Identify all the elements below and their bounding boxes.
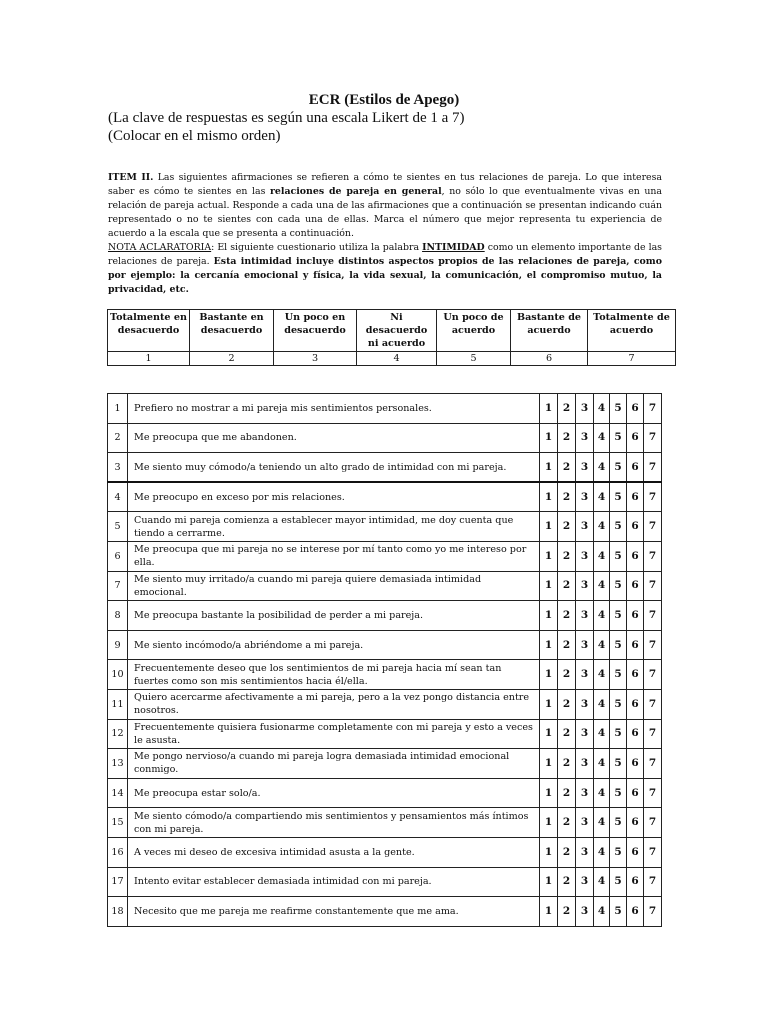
instructions-emphasis: relaciones de pareja en general <box>269 186 442 197</box>
item-statement: Frecuentemente deseo que los sentimientos de mi pareja hacia mí sean tan fuertes como son mis sentimientos hacia él/ella. <box>128 660 540 690</box>
answer-option-7[interactable]: 7 <box>644 778 662 808</box>
answer-option-1[interactable]: 1 <box>540 571 558 601</box>
answer-option-2[interactable]: 2 <box>558 453 576 483</box>
answer-option-4[interactable]: 4 <box>594 571 610 601</box>
answer-option-6[interactable]: 6 <box>627 867 644 897</box>
item-number: 3 <box>108 453 128 483</box>
item-statement: Frecuentemente quisiera fusionarme completamente con mi pareja y esto a veces le asusta. <box>128 719 540 749</box>
answer-option-3[interactable]: 3 <box>576 423 594 453</box>
item-number: 18 <box>108 897 128 927</box>
answer-option-3[interactable]: 3 <box>576 837 594 867</box>
answer-option-5[interactable]: 5 <box>610 453 627 483</box>
answer-option-1[interactable]: 1 <box>540 660 558 690</box>
answer-option-1[interactable]: 1 <box>540 897 558 927</box>
answer-option-1[interactable]: 1 <box>540 837 558 867</box>
answer-option-7[interactable]: 7 <box>644 660 662 690</box>
scale-label: Bastante en desacuerdo <box>190 310 274 352</box>
item-row <box>108 837 662 867</box>
answer-option-1[interactable]: 1 <box>540 808 558 838</box>
item-number: 15 <box>108 808 128 838</box>
answer-option-7[interactable]: 7 <box>644 571 662 601</box>
item-statement: Me pongo nervioso/a cuando mi pareja logra demasiada intimidad emocional conmigo. <box>128 749 540 779</box>
answer-option-5[interactable]: 5 <box>610 423 627 453</box>
answer-option-4[interactable]: 4 <box>594 867 610 897</box>
answer-option-3[interactable]: 3 <box>576 689 594 719</box>
instructions-block <box>108 171 662 297</box>
answer-option-5[interactable]: 5 <box>610 719 627 749</box>
answer-option-1[interactable]: 1 <box>540 541 558 571</box>
item-row <box>108 571 662 601</box>
scale-label: Totalmente de acuerdo <box>588 310 676 352</box>
answer-option-2[interactable]: 2 <box>558 867 576 897</box>
item-number: 4 <box>108 482 128 512</box>
answer-option-5[interactable]: 5 <box>610 601 627 631</box>
answer-option-3[interactable]: 3 <box>576 808 594 838</box>
instructions-text: Las siguientes afirmaciones se refieren a cómo te sientes en tus relaciones de pareja. Lo que interesa saber es cómo te sientes en las <box>108 172 663 197</box>
item-statement: Me preocupa bastante la posibilidad de perder a mi pareja. <box>128 601 540 631</box>
item-row <box>108 482 662 512</box>
scale-value: 2 <box>190 352 274 366</box>
item-number: 11 <box>108 689 128 719</box>
answer-option-1[interactable]: 1 <box>540 867 558 897</box>
answer-option-7[interactable]: 7 <box>644 453 662 483</box>
scale-label: Totalmente en desacuerdo <box>108 310 190 352</box>
item-statement: Me siento cómodo/a compartiendo mis sentimientos y pensamientos más íntimos con mi pareja. <box>128 808 540 838</box>
item-row <box>108 660 662 690</box>
item-row <box>108 689 662 719</box>
item-row <box>108 719 662 749</box>
item-statement: Quiero acercarme afectivamente a mi pareja, pero a la vez pongo distancia entre nosotros. <box>128 689 540 719</box>
answer-option-3[interactable]: 3 <box>576 601 594 631</box>
answer-option-5[interactable]: 5 <box>610 541 627 571</box>
item-row <box>108 749 662 779</box>
scale-label: Un poco de acuerdo <box>437 310 511 352</box>
answer-option-6[interactable]: 6 <box>627 630 644 660</box>
answer-option-2[interactable]: 2 <box>558 571 576 601</box>
item-statement: Me siento incómodo/a abriéndome a mi pareja. <box>128 630 540 660</box>
note-text-cont: como un elemento importante de las relaciones de pareja. <box>108 242 662 267</box>
item-statement: Intento evitar establecer demasiada intimidad con mi pareja. <box>128 867 540 897</box>
answer-option-5[interactable]: 5 <box>610 867 627 897</box>
answer-option-7[interactable]: 7 <box>644 630 662 660</box>
answer-option-5[interactable]: 5 <box>610 749 627 779</box>
answer-option-2[interactable]: 2 <box>558 423 576 453</box>
answer-option-2[interactable]: 2 <box>558 897 576 927</box>
item-number: 5 <box>108 512 128 542</box>
answer-option-4[interactable]: 4 <box>594 808 610 838</box>
answer-option-4[interactable]: 4 <box>594 897 610 927</box>
answer-option-1[interactable]: 1 <box>540 453 558 483</box>
item-number: 14 <box>108 778 128 808</box>
item-row <box>108 453 662 483</box>
answer-option-5[interactable]: 5 <box>610 778 627 808</box>
scale-values-row <box>108 352 676 366</box>
answer-option-3[interactable]: 3 <box>576 867 594 897</box>
item-label: ITEM II. <box>108 172 154 183</box>
answer-option-3[interactable]: 3 <box>576 453 594 483</box>
item-row <box>108 512 662 542</box>
answer-option-2[interactable]: 2 <box>558 601 576 631</box>
scale-value: 3 <box>274 352 357 366</box>
answer-option-7[interactable]: 7 <box>644 689 662 719</box>
answer-option-3[interactable]: 3 <box>576 541 594 571</box>
item-row <box>108 423 662 453</box>
answer-option-5[interactable]: 5 <box>610 837 627 867</box>
item-statement: Necesito que me pareja me reafirme constantemente que me ama. <box>128 897 540 927</box>
answer-option-2[interactable]: 2 <box>558 808 576 838</box>
item-statement: Prefiero no mostrar a mi pareja mis sentimientos personales. <box>128 394 540 424</box>
answer-option-5[interactable]: 5 <box>610 394 627 424</box>
answer-option-7[interactable]: 7 <box>644 897 662 927</box>
subtitle-order-note: (Colocar en el mismo orden) <box>108 128 281 144</box>
answer-option-1[interactable]: 1 <box>540 601 558 631</box>
answer-option-7[interactable]: 7 <box>644 541 662 571</box>
answer-option-1[interactable]: 1 <box>540 689 558 719</box>
note-emphasis: Esta intimidad incluye distintos aspectos propios de las relaciones de pareja, como por ejemplo: la cercanía emocional y física, la vida sexual, la comunicación, el compromiso mutuo, la privacidad, etc. <box>108 256 662 295</box>
answer-option-2[interactable]: 2 <box>558 778 576 808</box>
answer-option-1[interactable]: 1 <box>540 482 558 512</box>
item-number: 2 <box>108 423 128 453</box>
answer-option-7[interactable]: 7 <box>644 749 662 779</box>
answer-option-6[interactable]: 6 <box>627 719 644 749</box>
item-number: 7 <box>108 571 128 601</box>
answer-option-7[interactable]: 7 <box>644 601 662 631</box>
scale-label: Bastante de acuerdo <box>511 310 588 352</box>
answer-option-1[interactable]: 1 <box>540 394 558 424</box>
answer-option-7[interactable]: 7 <box>644 394 662 424</box>
answer-option-3[interactable]: 3 <box>576 482 594 512</box>
answer-option-4[interactable]: 4 <box>594 423 610 453</box>
item-number: 6 <box>108 541 128 571</box>
answer-option-3[interactable]: 3 <box>576 394 594 424</box>
answer-option-2[interactable]: 2 <box>558 660 576 690</box>
answer-option-7[interactable]: 7 <box>644 867 662 897</box>
answer-option-6[interactable]: 6 <box>627 541 644 571</box>
item-row <box>108 601 662 631</box>
scale-value: 4 <box>357 352 437 366</box>
answer-option-6[interactable]: 6 <box>627 837 644 867</box>
answer-option-6[interactable]: 6 <box>627 749 644 779</box>
answer-option-3[interactable]: 3 <box>576 719 594 749</box>
answer-option-5[interactable]: 5 <box>610 897 627 927</box>
item-number: 17 <box>108 867 128 897</box>
answer-option-2[interactable]: 2 <box>558 749 576 779</box>
item-statement: A veces mi deseo de excesiva intimidad asusta a la gente. <box>128 837 540 867</box>
item-number: 12 <box>108 719 128 749</box>
answer-option-4[interactable]: 4 <box>594 689 610 719</box>
item-row <box>108 630 662 660</box>
note-keyword: INTIMIDAD <box>422 242 485 253</box>
item-statement: Me preocupo en exceso por mis relaciones. <box>128 482 540 512</box>
scale-value: 5 <box>437 352 511 366</box>
answer-option-4[interactable]: 4 <box>594 512 610 542</box>
note-paragraph <box>108 241 662 297</box>
answer-option-3[interactable]: 3 <box>576 778 594 808</box>
answer-option-6[interactable]: 6 <box>627 897 644 927</box>
answer-option-4[interactable]: 4 <box>594 719 610 749</box>
answer-option-6[interactable]: 6 <box>627 394 644 424</box>
answer-option-7[interactable]: 7 <box>644 808 662 838</box>
answer-option-3[interactable]: 3 <box>576 749 594 779</box>
answer-option-1[interactable]: 1 <box>540 423 558 453</box>
item-statement: Me preocupa estar solo/a. <box>128 778 540 808</box>
answer-option-4[interactable]: 4 <box>594 453 610 483</box>
answer-option-3[interactable]: 3 <box>576 512 594 542</box>
answer-option-4[interactable]: 4 <box>594 394 610 424</box>
page-title: ECR (Estilos de Apego) <box>308 92 460 108</box>
item-statement: Cuando mi pareja comienza a establecer mayor intimidad, me doy cuenta que tiendo a cerrarme. <box>128 512 540 542</box>
answer-option-1[interactable]: 1 <box>540 778 558 808</box>
scale-label: Un poco en desacuerdo <box>274 310 357 352</box>
item-statement: Me preocupa que mi pareja no se interese por mí tanto como yo me intereso por ella. <box>128 541 540 571</box>
answer-option-2[interactable]: 2 <box>558 512 576 542</box>
answer-option-2[interactable]: 2 <box>558 482 576 512</box>
scale-value: 7 <box>588 352 676 366</box>
answer-option-6[interactable]: 6 <box>627 778 644 808</box>
item-row <box>108 541 662 571</box>
answer-option-2[interactable]: 2 <box>558 541 576 571</box>
answer-option-4[interactable]: 4 <box>594 630 610 660</box>
answer-option-2[interactable]: 2 <box>558 719 576 749</box>
answer-option-5[interactable]: 5 <box>610 808 627 838</box>
answer-option-1[interactable]: 1 <box>540 749 558 779</box>
answer-option-4[interactable]: 4 <box>594 837 610 867</box>
answer-option-3[interactable]: 3 <box>576 571 594 601</box>
item-number: 9 <box>108 630 128 660</box>
answer-option-6[interactable]: 6 <box>627 601 644 631</box>
answer-option-6[interactable]: 6 <box>627 423 644 453</box>
answer-option-3[interactable]: 3 <box>576 660 594 690</box>
scale-labels-row <box>108 310 676 352</box>
answer-option-7[interactable]: 7 <box>644 423 662 453</box>
item-number: 1 <box>108 394 128 424</box>
answer-option-4[interactable]: 4 <box>594 482 610 512</box>
answer-option-6[interactable]: 6 <box>627 571 644 601</box>
item-statement: Me preocupa que me abandonen. <box>128 423 540 453</box>
answer-option-4[interactable]: 4 <box>594 660 610 690</box>
scale-value: 1 <box>108 352 190 366</box>
answer-option-1[interactable]: 1 <box>540 719 558 749</box>
item-number: 10 <box>108 660 128 690</box>
answer-option-6[interactable]: 6 <box>627 660 644 690</box>
note-text: : El siguiente cuestionario utiliza la palabra <box>211 242 423 253</box>
item-row <box>108 867 662 897</box>
answer-option-3[interactable]: 3 <box>576 897 594 927</box>
scale-label: Ni desacuerdo ni acuerdo <box>357 310 437 352</box>
answer-option-2[interactable]: 2 <box>558 394 576 424</box>
answer-option-5[interactable]: 5 <box>610 571 627 601</box>
scale-value: 6 <box>511 352 588 366</box>
item-number: 16 <box>108 837 128 867</box>
answer-option-7[interactable]: 7 <box>644 837 662 867</box>
answer-option-6[interactable]: 6 <box>627 453 644 483</box>
item-statement: Me siento muy cómodo/a teniendo un alto grado de intimidad con mi pareja. <box>128 453 540 483</box>
answer-option-4[interactable]: 4 <box>594 778 610 808</box>
answer-option-4[interactable]: 4 <box>594 541 610 571</box>
item-row <box>108 808 662 838</box>
answer-option-2[interactable]: 2 <box>558 689 576 719</box>
answer-option-5[interactable]: 5 <box>610 482 627 512</box>
item-statement: Me siento muy irritado/a cuando mi pareja quiere demasiada intimidad emocional. <box>128 571 540 601</box>
answer-option-4[interactable]: 4 <box>594 601 610 631</box>
answer-option-4[interactable]: 4 <box>594 749 610 779</box>
item-number: 13 <box>108 749 128 779</box>
answer-option-7[interactable]: 7 <box>644 719 662 749</box>
answer-option-2[interactable]: 2 <box>558 630 576 660</box>
item-number: 8 <box>108 601 128 631</box>
item-row <box>108 394 662 424</box>
answer-option-5[interactable]: 5 <box>610 630 627 660</box>
answer-option-7[interactable]: 7 <box>644 512 662 542</box>
note-label: NOTA ACLARATORIA <box>108 242 212 253</box>
answer-option-7[interactable]: 7 <box>644 482 662 512</box>
answer-option-1[interactable]: 1 <box>540 512 558 542</box>
answer-option-5[interactable]: 5 <box>610 660 627 690</box>
answer-option-6[interactable]: 6 <box>627 808 644 838</box>
answer-option-1[interactable]: 1 <box>540 630 558 660</box>
instructions-paragraph <box>108 171 662 241</box>
answer-option-6[interactable]: 6 <box>627 512 644 542</box>
answer-option-6[interactable]: 6 <box>627 689 644 719</box>
answer-option-5[interactable]: 5 <box>610 512 627 542</box>
item-row <box>108 897 662 927</box>
items-body <box>108 394 662 927</box>
item-row <box>108 778 662 808</box>
answer-option-2[interactable]: 2 <box>558 837 576 867</box>
instructions-text-cont: , no sólo lo que eventualmente vivas en una relación de pareja actual. Responde a cada una de las afirmaciones que a continuación se presentan indicando cuán representado o no te sientes con cada una de ellas. Marca el número que mejor representa tu experiencia de acuerdo a la escala que se presenta a continuación. <box>108 186 663 239</box>
answer-option-5[interactable]: 5 <box>610 689 627 719</box>
likert-scale-table <box>107 309 676 366</box>
questionnaire-items-table <box>107 393 662 927</box>
answer-option-6[interactable]: 6 <box>627 482 644 512</box>
subtitle-scale-note: (La clave de respuestas es según una escala Likert de 1 a 7) <box>108 110 465 126</box>
answer-option-3[interactable]: 3 <box>576 630 594 660</box>
